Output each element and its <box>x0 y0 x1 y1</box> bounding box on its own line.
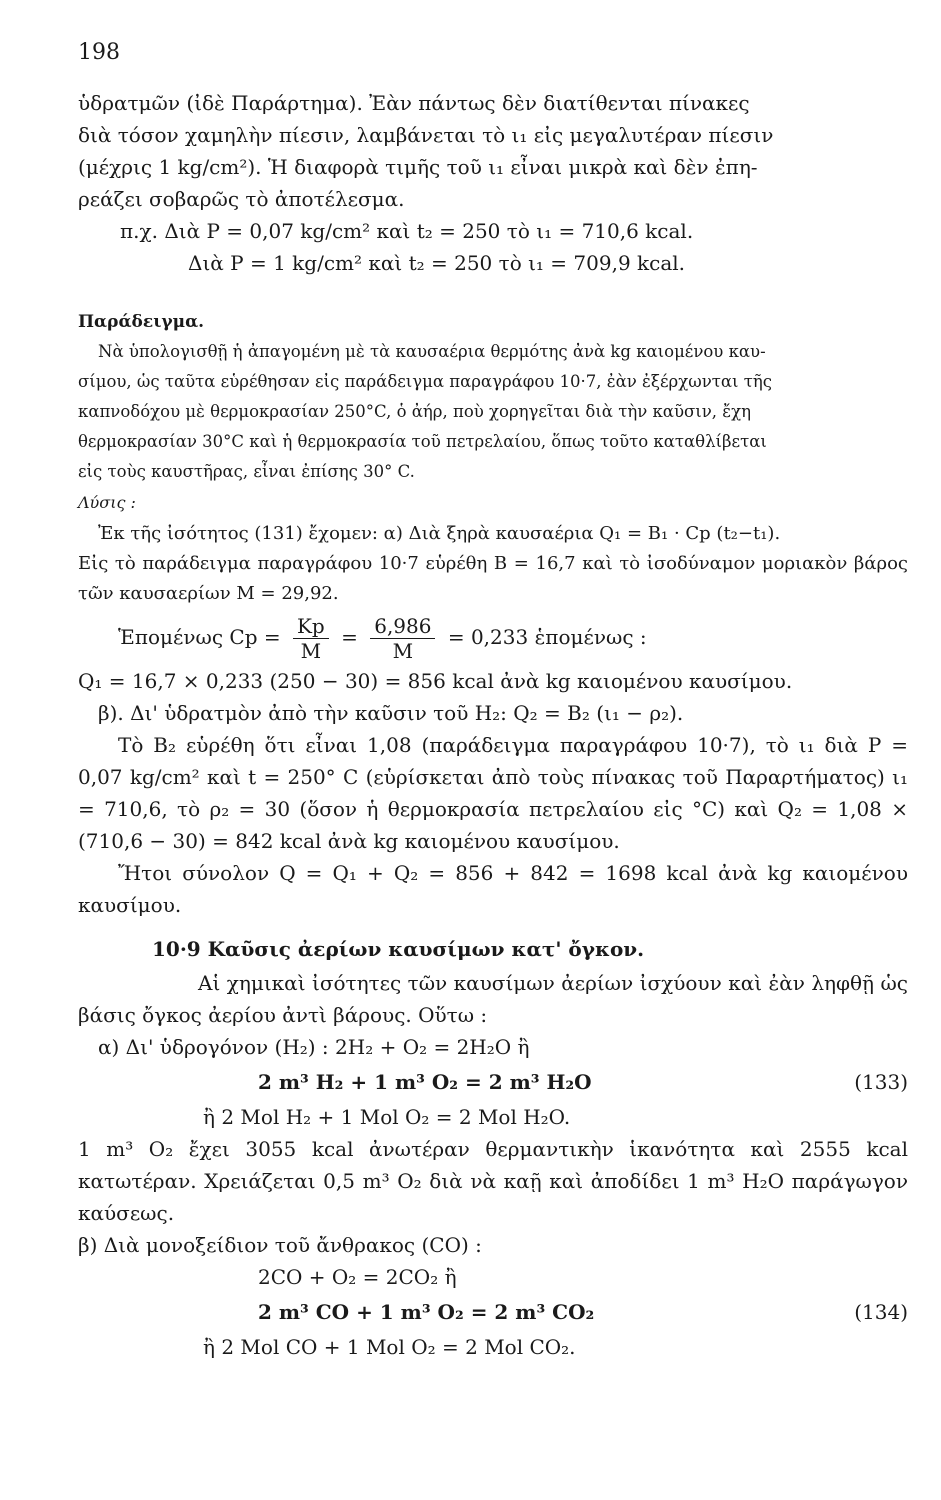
fraction-denominator: M <box>300 639 322 663</box>
oxygen-paragraph: 1 m³ O₂ ἔχει 3055 kcal ἀνωτέραν θερμαντικὴν ἱκανότητα καὶ 2555 kcal κατωτέραν. Χρειάζεται 0,5 m³ O₂ διὰ νὰ καῇ καὶ ἀποδίδει 1 m³ H₂O παράγωγον καύσεως. <box>78 1137 908 1225</box>
intro-line: διὰ τόσον χαμηλὴν πίεσιν, λαμβάνεται τὸ ι₁ εἰς μεγαλυτέραν πίεσιν <box>78 123 774 147</box>
document-page <box>78 40 908 1363</box>
equation-number: (133) <box>854 1070 908 1094</box>
example-heading: Παράδειγμα. <box>78 312 205 332</box>
intro-line: ὑδρατμῶν (ἰδὲ Παράρτημα). Ἐὰν πάντως δὲν διατίθενται πίνακες <box>78 91 750 115</box>
intro-line: ρεάζει σοβαρῶς τὸ ἀποτέλεσμα. <box>78 187 405 211</box>
equation-mol: ἢ 2 Mol CO + 1 Mol O₂ = 2 Mol CO₂. <box>203 1335 576 1359</box>
problem-line: Νὰ ὑπολογισθῇ ἡ ἀπαγομένη μὲ τὰ καυσαέρια θερμότης ἀνὰ kg καιομένου καυ- <box>98 342 766 361</box>
page-number: 198 <box>78 40 120 65</box>
intro-line: (μέχρις 1 kg/cm²). Ἡ διαφορὰ τιμῆς τοῦ ι₁ εἶναι μικρὰ καὶ δὲν ἐπη- <box>78 155 758 179</box>
formula-prefix: Ἑπομένως Cp = <box>118 625 281 649</box>
b-line: β). Δι' ὑδρατμὸν ἀπὸ τὴν καῦσιν τοῦ H₂: Q₂ = B₂ (ι₁ − ρ₂). <box>98 701 684 725</box>
formula-cp: Ἑπομένως Cp = $\frac{Kp}{M}$ = $\frac{6,986}{M}$ = 0,233 ἑπομένως : <box>118 614 647 663</box>
equation-mol: ἢ 2 Mol H₂ + 1 Mol O₂ = 2 Mol H₂O. <box>203 1105 571 1129</box>
section-heading: 10·9 Καῦσις ἀερίων καυσίμων κατ' ὄγκον. <box>152 937 645 961</box>
fraction-kp-m <box>293 614 329 663</box>
problem-statement <box>78 337 908 487</box>
formula-result: = 0,233 ἑπομένως : <box>447 625 647 649</box>
example-line-2: Διὰ P = 1 kg/cm² καὶ t₂ = 250 τὸ ι₁ = 709,9 kcal. <box>188 251 686 275</box>
fraction-numerator: 6,986 <box>370 614 435 639</box>
fraction-denominator: M <box>392 639 414 663</box>
solution-text: Ἐκ τῆς ἰσότητος (131) ἔχομεν: α) Διὰ ξηρὰ καυσαέρια Q₁ = B₁ · Cp (t₂−t₁). <box>98 523 781 544</box>
section-intro: Αἱ χημικαὶ ἰσότητες τῶν καυσίμων ἀερίων ἰσχύουν καὶ ἐὰν ληφθῇ ὡς βάσις ὄγκος ἀερίου ἀντὶ βάρους. Οὕτω : <box>78 971 908 1027</box>
equation-134 <box>78 1293 908 1331</box>
co-line: β) Διὰ μονοξείδιον τοῦ ἄνθρακος (CO) : <box>78 1233 482 1257</box>
problem-line: εἰς τοὺς καυστῆρας, εἶναι ἐπίσης 30° C. <box>78 462 415 481</box>
equation-133 <box>78 1063 908 1101</box>
equation-text: 2 m³ CO + 1 m³ O₂ = 2 m³ CO₂ <box>258 1300 595 1324</box>
solution-label: Λύσις : <box>78 493 136 512</box>
solution-text: Εἰς τὸ παράδειγμα παραγράφου 10·7 εὑρέθη B = 16,7 καὶ τὸ ἰσοδύναμον μοριακὸν βάρος τῶν καυσαερίων M = 29,92. <box>78 553 908 604</box>
fraction-value-m <box>370 614 435 663</box>
example-line-1: π.χ. Διὰ P = 0,07 kg/cm² καὶ t₂ = 250 τὸ ι₁ = 710,6 kcal. <box>120 219 694 243</box>
fraction-numerator: Kp <box>293 614 329 639</box>
equation-text: 2 m³ H₂ + 1 m³ O₂ = 2 m³ H₂O <box>258 1070 592 1094</box>
intro-paragraph <box>78 87 908 215</box>
b-paragraph: Τὸ B₂ εὑρέθη ὅτι εἶναι 1,08 (παράδειγμα παραγράφου 10·7), τὸ ι₁ διὰ P = 0,07 kg/cm² καὶ t = 250° C (εὑρίσκεται ἀπὸ τοὺς πίνακας τοῦ Παραρτήματος) ι₁ = 710,6, τὸ ρ₂ = 30 (ὅσον ἡ θερμοκρασία πετρελαίου εἰς °C) καὶ Q₂ = 1,08 × (710,6 − 30) = 842 kcal ἀνὰ kg καιομένου καυσίμου. <box>78 733 908 853</box>
problem-line: καπνοδόχου μὲ θερμοκρασίαν 250°C, ὁ ἀήρ, ποὺ χορηγεῖται διὰ τὴν καῦσιν, ἔχη <box>78 402 751 421</box>
co-equation: 2CO + O₂ = 2CO₂ ἢ <box>258 1265 457 1289</box>
total-paragraph: Ἤτοι σύνολον Q = Q₁ + Q₂ = 856 + 842 = 1698 kcal ἀνὰ kg καιομένου καυσίμου. <box>78 861 908 917</box>
q1-line: Q₁ = 16,7 × 0,233 (250 − 30) = 856 kcal ἀνὰ kg καιομένου καυσίμου. <box>78 669 793 693</box>
hydrogen-line: α) Δι' ὑδρογόνον (H₂) : 2H₂ + O₂ = 2H₂O ἢ <box>98 1035 530 1059</box>
problem-line: θερμοκρασίαν 30°C καὶ ἡ θερμοκρασία τοῦ πετρελαίου, ὅπως τοῦτο καταθλίβεται <box>78 432 767 451</box>
equation-number: (134) <box>854 1300 908 1324</box>
problem-line: σίμου, ὡς ταῦτα εὑρέθησαν εἰς παράδειγμα παραγράφου 10·7, ἐὰν ἐξέρχωνται τῆς <box>78 372 772 391</box>
